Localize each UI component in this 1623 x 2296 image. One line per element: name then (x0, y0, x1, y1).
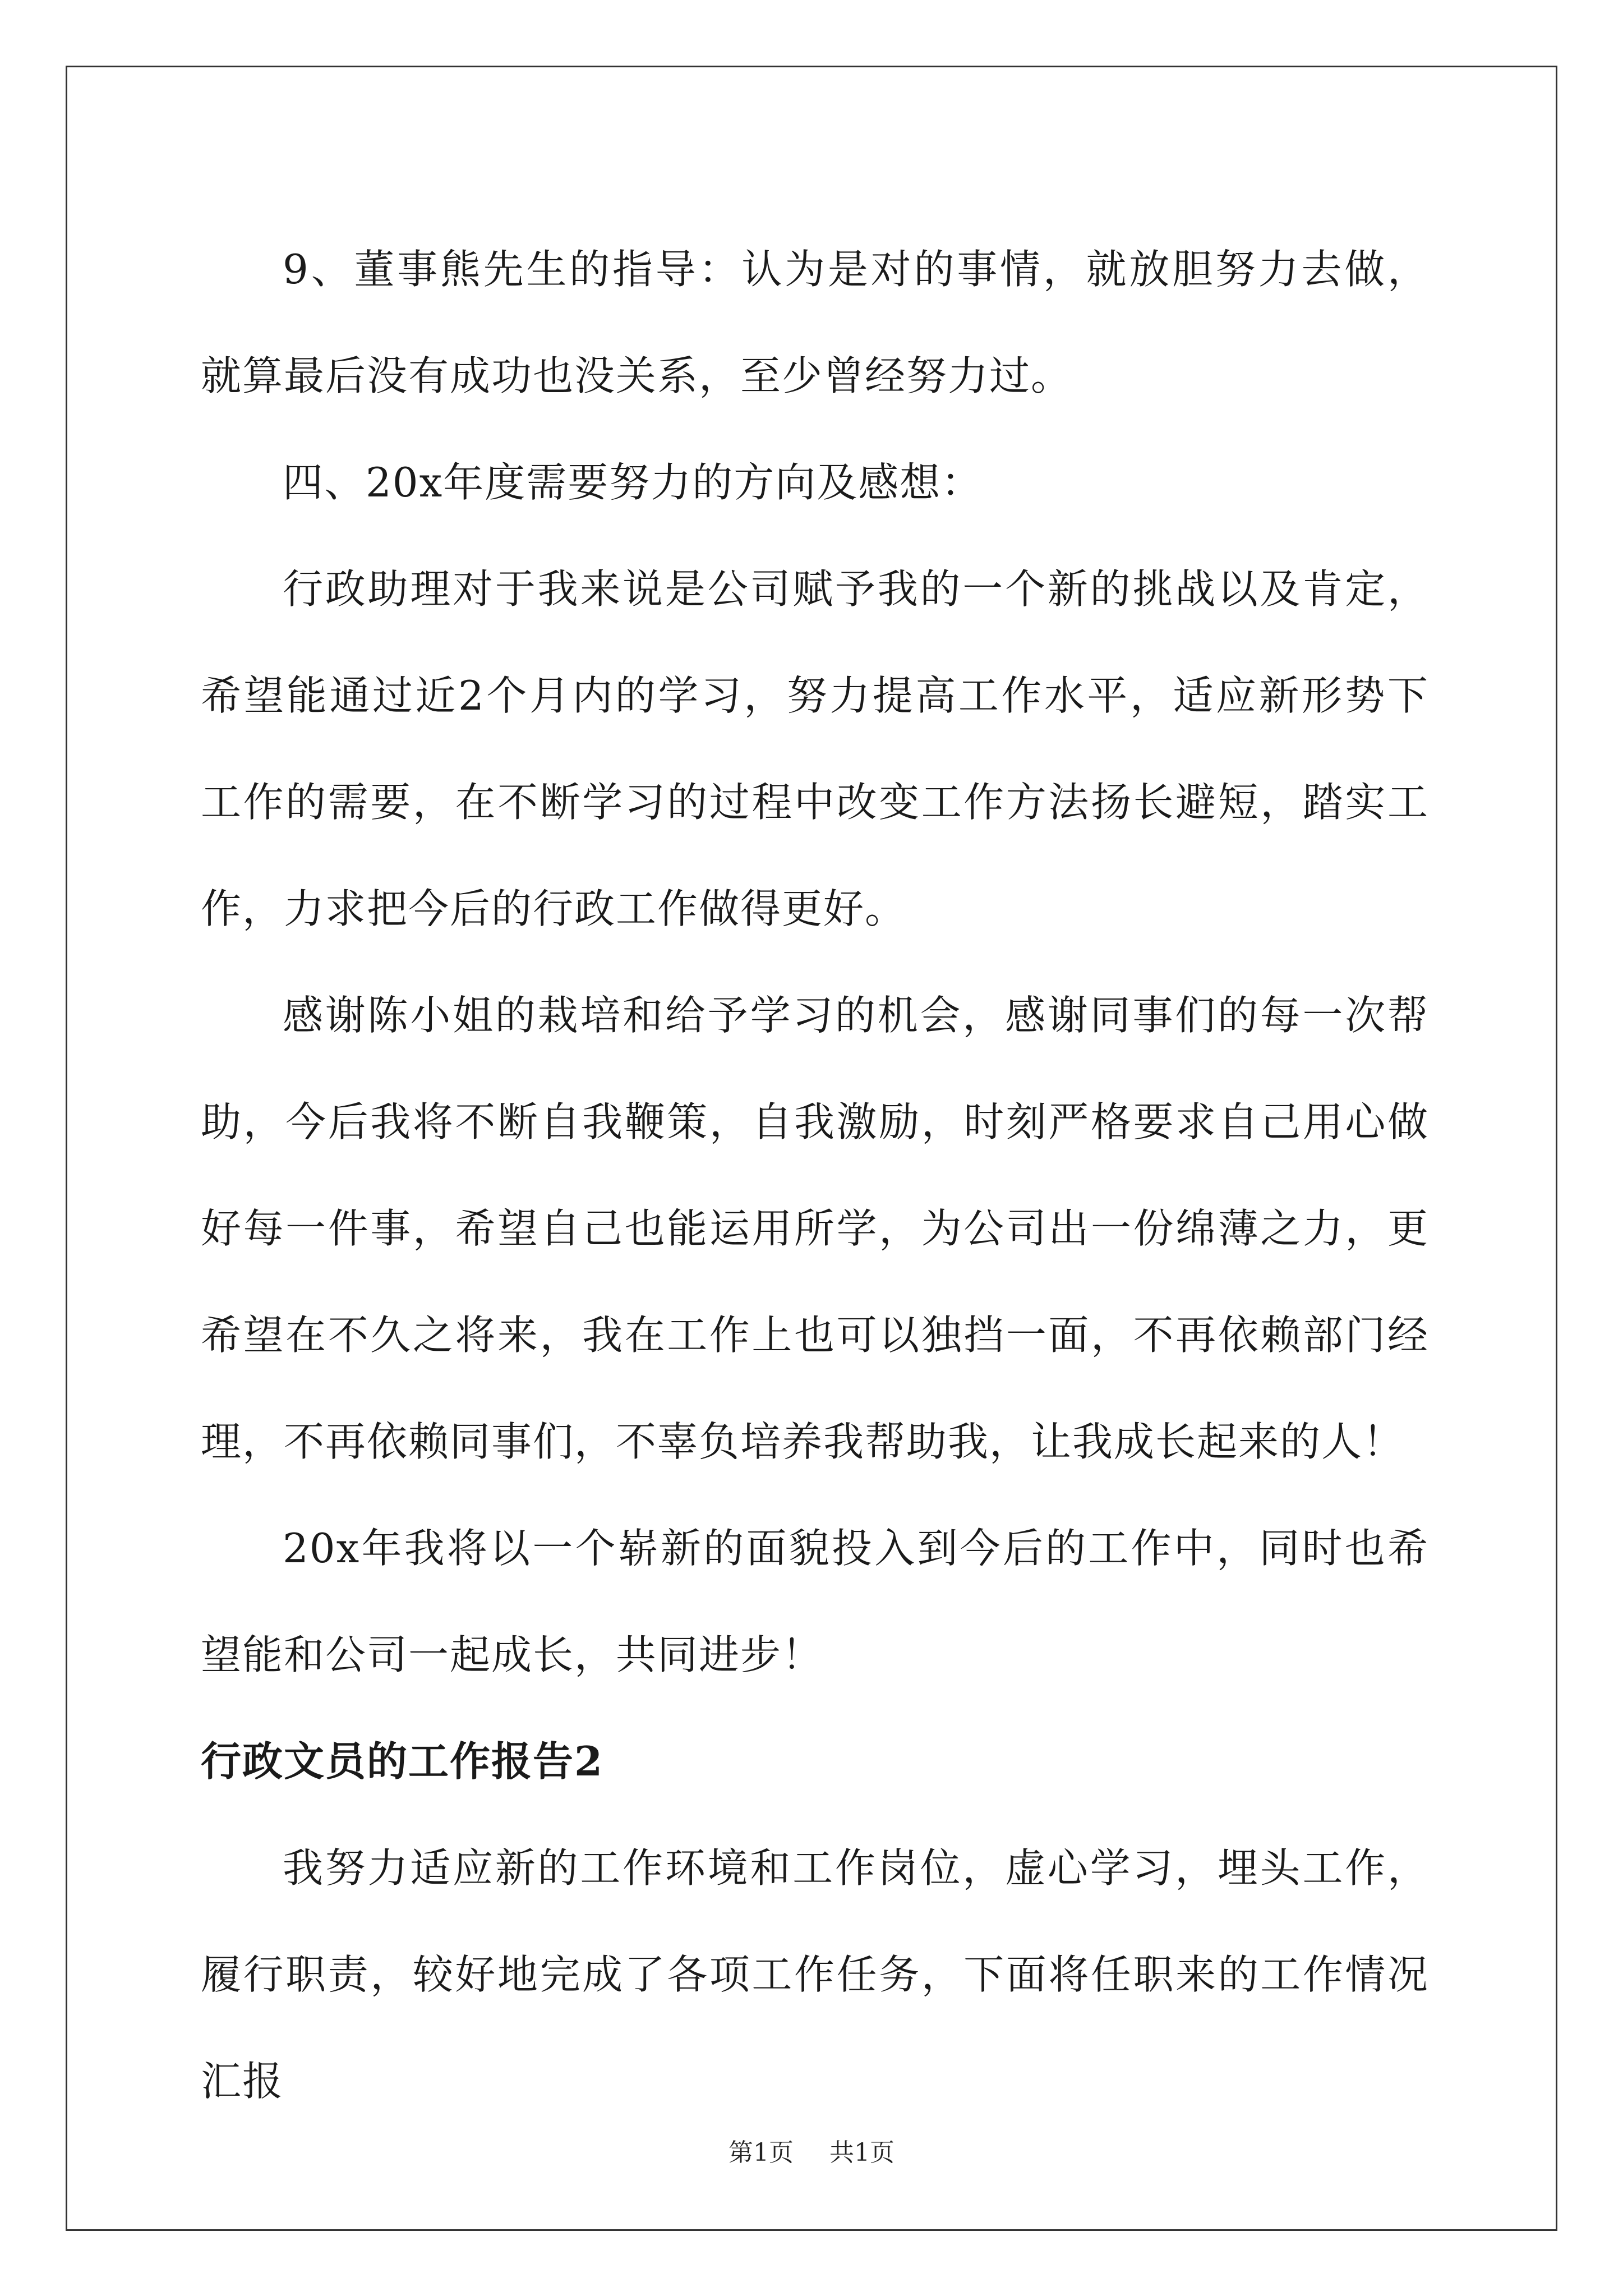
page-number: 第1页 (728, 2138, 794, 2167)
paragraph-thanks: 感谢陈小姐的栽培和给予学习的机会，感谢同事们的每一次帮助，今后我将不断自我鞭策，自我激励，时刻严格要求自己用心做好每一件事，希望自己也能运用所学，为公司出一份绵薄之力，更希望在不久之将来，我在工作上也可以独挡一面，不再依赖部门经理，不再依赖同事们，不辜负培养我帮助我，让我成长起来的人！ (201, 992, 1429, 1465)
section-heading-4: 四、20x年度需要努力的方向及感想： (283, 459, 983, 506)
paragraph-goal: 行政助理对于我来说是公司赋予我的一个新的挑战以及肯定，希望能通过近2个月内的学习，努力提高工作水平，适应新形势下工作的需要，在不断学习的过程中改变工作方法扬长避短，踏实工作，力求把今后的行政工作做得更好。 (201, 565, 1429, 932)
report-2-title: 行政文员的工作报告2 (201, 1737, 604, 1785)
paragraph-item-9: 9、董事熊先生的指导：认为是对的事情，就放胆努力去做，就算最后没有成功也没关系，至少曾经努力过。 (201, 246, 1429, 399)
paragraph-report2-intro: 我努力适应新的工作环境和工作岗位，虚心学习，埋头工作，履行职责，较好地完成了各项工作任务，下面将任职来的工作情况汇报 (201, 1844, 1429, 2105)
page-total: 共1页 (829, 2138, 895, 2167)
document-body (201, 216, 1429, 2134)
page-footer (0, 2136, 1623, 2170)
paragraph-outlook: 20x年我将以一个崭新的面貌投入到今后的工作中，同时也希望能和公司一起成长，共同进步！ (201, 1525, 1429, 1678)
